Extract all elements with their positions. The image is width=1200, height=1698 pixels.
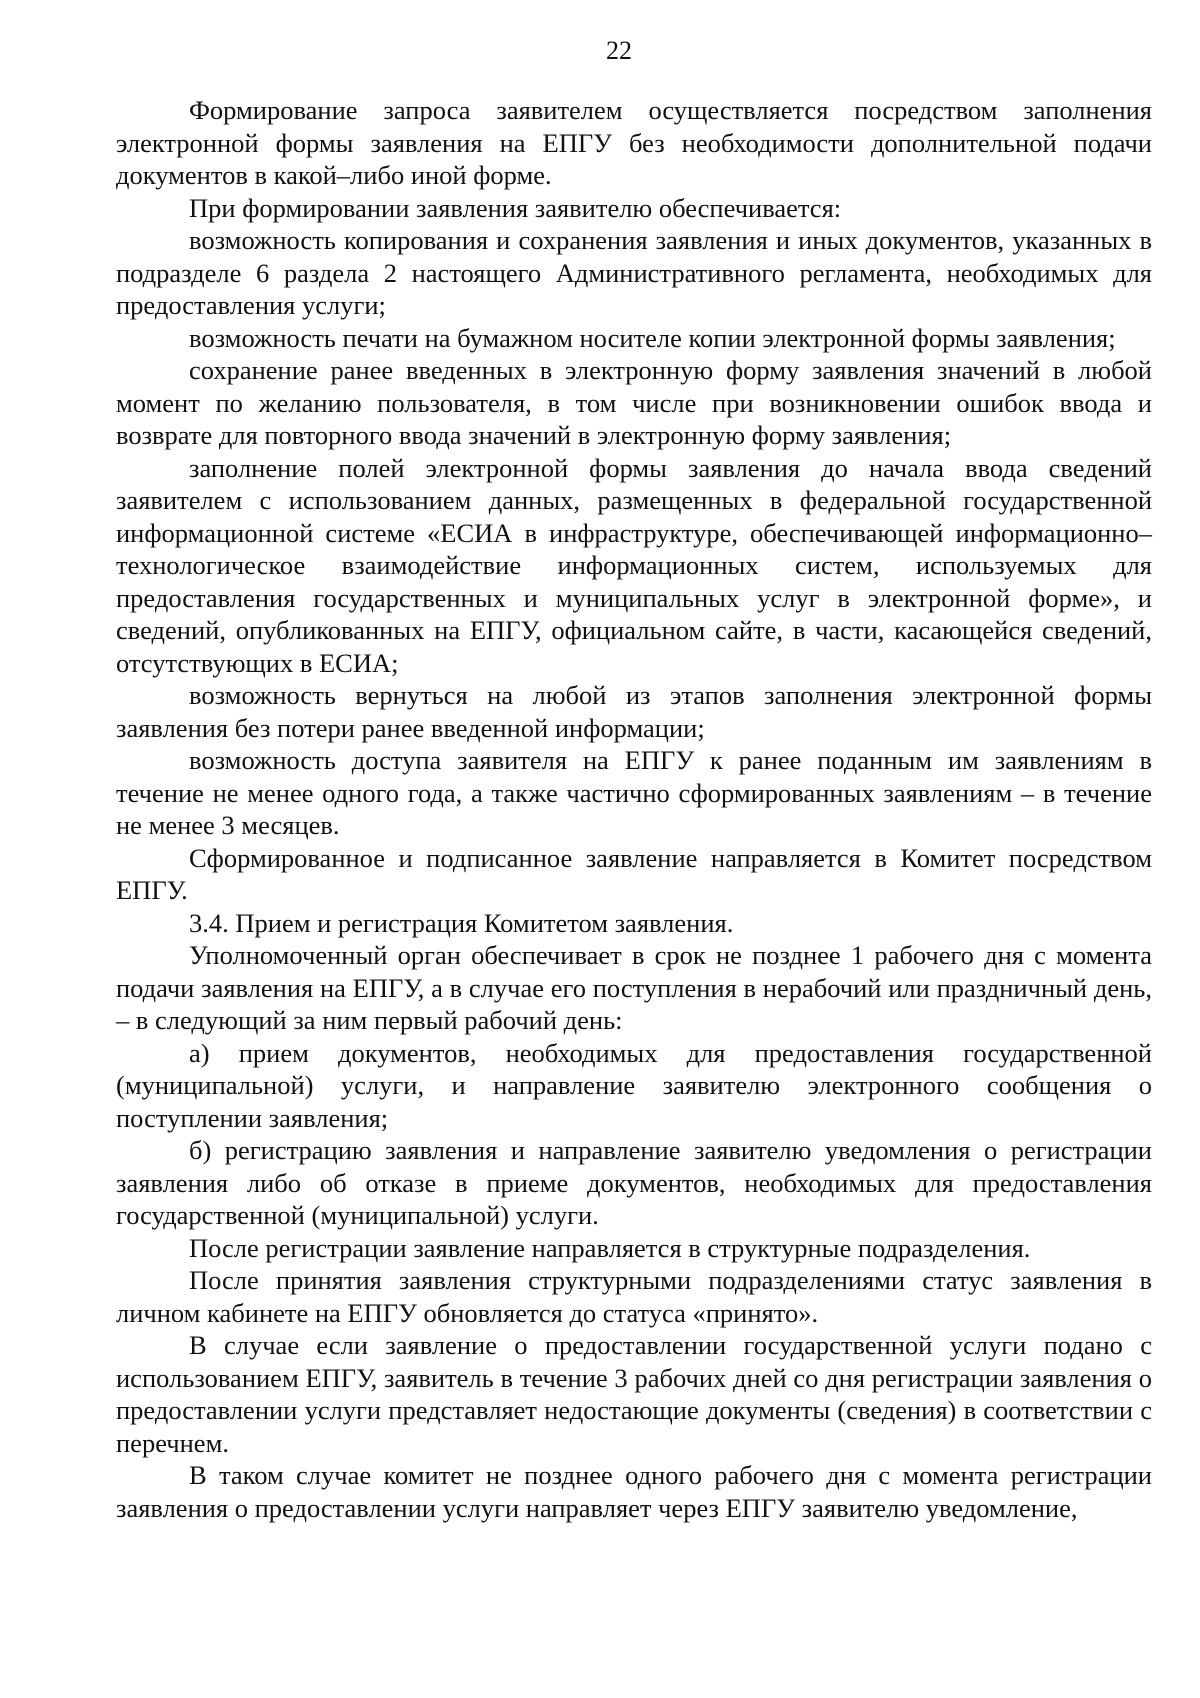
paragraph: Уполномоченный орган обеспечивает в срок не позднее 1 рабочего дня с момента подачи заявления на ЕПГУ, а в случае его поступления в нерабочий или праздничный день, – в следующий за ним первый рабочий день: (116, 940, 1152, 1035)
paragraph: В таком случае комитет не позднее одного рабочего дня с момента регистрации заявления о предоставлении услуги направляет через ЕПГУ заявителю уведомление, (116, 1460, 1152, 1523)
list-item: возможность печати на бумажном носителе копии электронной формы заявления; (189, 322, 1116, 353)
section-heading: 3.4. Прием и регистрация Комитетом заявления. (189, 907, 734, 938)
list-item: возможность копирования и сохранения заявления и иных документов, указанных в подразделе 6 раздела 2 настоящего Административного регламента, необходимых для предоставления услуги; (116, 225, 1152, 320)
list-item: б) регистрацию заявления и направление заявителю уведомления о регистрации заявления либо об отказе в приеме документов, необходимых для предоставления государственной (муниципальной) услуги. (116, 1135, 1152, 1230)
paragraph: После регистрации заявление направляется в структурные подразделения. (189, 1232, 1031, 1263)
document-body (116, 94, 1152, 1524)
list-item: а) прием документов, необходимых для предоставления государственной (муниципальной) услуги, и направление заявителю электронного сообщения о поступлении заявления; (116, 1037, 1152, 1133)
list-item: заполнение полей электронной формы заявления до начала ввода сведений заявителем с использованием данных, размещенных в федеральной государственной информационной системе «ЕСИА в инфраструктуре, обеспечивающей информационно–технологическое взаимодействие информационных систем, используемых для предоставления государственных и муниципальных услуг в электронной форме», и сведений, опубликованных на ЕПГУ, официальном сайте, в части, касающейся сведений, отсутствующих в ЕСИА; (116, 452, 1152, 678)
list-item: сохранение ранее введенных в электронную форму заявления значений в любой момент по желанию пользователя, в том числе при возникновении ошибок ввода и возврате для повторного ввода значений в электронную форму заявления; (116, 355, 1152, 450)
paragraph: Сформированное и подписанное заявление направляется в Комитет посредством ЕПГУ. (116, 842, 1152, 905)
paragraph: В случае если заявление о предоставлении государственной услуги подано с использованием ЕПГУ, заявитель в течение 3 рабочих дней со дня регистрации заявления о предоставлении услуги представляет недостающие документы (сведения) в соответствии с перечнем. (116, 1330, 1152, 1458)
paragraph: После принятия заявления структурными подразделениями статус заявления в личном кабинете на ЕПГУ обновляется до статуса «принято». (116, 1265, 1152, 1328)
list-item: возможность вернуться на любой из этапов заполнения электронной формы заявления без потери ранее введенной информации; (116, 680, 1152, 743)
paragraph: При формировании заявления заявителю обеспечивается: (189, 192, 842, 223)
page-number: 22 (606, 36, 632, 65)
paragraph: Формирование запроса заявителем осуществляется посредством заполнения электронной формы заявления на ЕПГУ без необходимости дополнительной подачи документов в какой–либо иной форме. (116, 95, 1152, 190)
list-item: возможность доступа заявителя на ЕПГУ к ранее поданным им заявлениям в течение не менее одного года, а также частично сформированных заявлениям – в течение не менее 3 месяцев. (116, 745, 1152, 840)
